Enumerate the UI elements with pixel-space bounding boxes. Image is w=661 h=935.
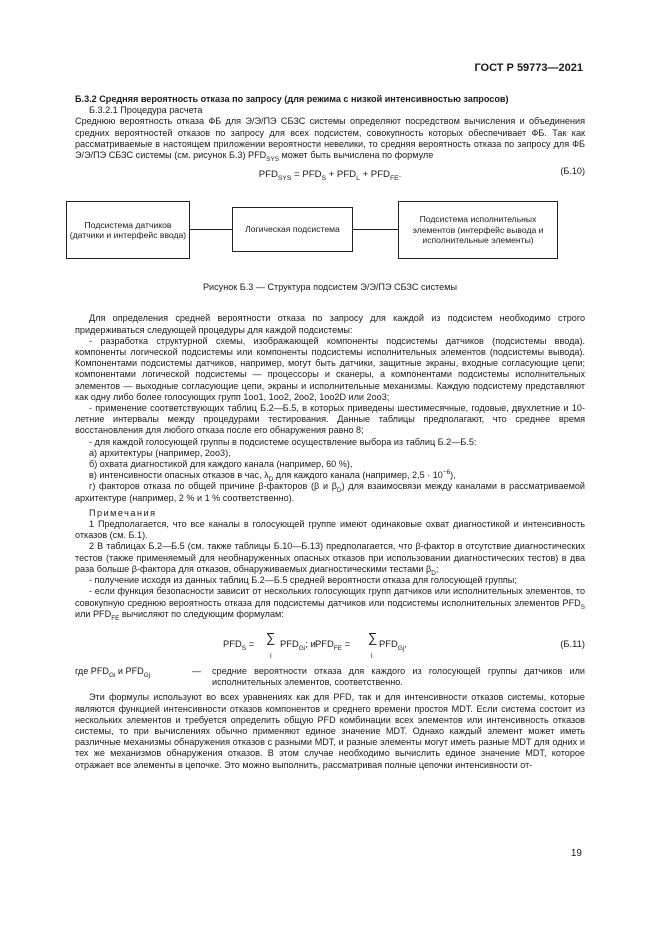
connector-line xyxy=(190,229,232,230)
page-number: 19 xyxy=(570,848,582,859)
sum-symbol: ∑ xyxy=(266,629,276,645)
section-heading: Б.3.2 Средняя вероятность отказа по запросу (для режима с низкой интенсивностью запросов) xyxy=(75,94,509,104)
logic-subsystem-box: Логическая подсистема xyxy=(232,207,353,252)
note: 2 В таблицах Б.2—Б.5 (см. также таблицы Б.10—Б.13) предполагается, что β-фактор в отсутствие диагностических тестов (также применяемый для необнаруженных опасных отказов при использовании диагностических тестов) в два раза больше β-фактора для отказов, обнаруживаемых диагностическими тестами $\beta_D$; xyxy=(75,541,585,577)
formula-b10: $PFD_{SYS} = PFD_S + PFD_L + PFD_{FE}$. (Б.10) xyxy=(258,166,585,183)
paragraph: - получение исходя из данных таблиц Б.2—Б.5 средней вероятности отказа для голосующей группы; xyxy=(89,575,517,586)
intro-paragraph: Среднюю вероятность отказа ФБ для Э/Э/ПЭ СБЗС системы определяют посредством вычисления и объединения средних вероятностей отказов по запросу для всех подсистем, совокупность которых обеспечивает ФБ. Так как рассматриваемые в настоящем приложении вероятности невелики, то средняя вероятность отказа по запросу для ФБ Э/Э/ПЭ СБЗС системы (см. рисунок Б.3) $PFD_{SYS}$ может быть вычислена по формуле xyxy=(75,116,585,163)
list-item: в) интенсивности опасных отказов в час, $\lambda_D$ для каждого канала (например, $2,5 \cdot 10^{-6}$), xyxy=(89,469,456,484)
paragraph: - для каждой голосующей группы в подсистеме осуществление выбора из таблиц Б.2—Б.5: xyxy=(89,436,477,447)
formula-b11: $PFD_S$ = ∑ i $PFD_{Gi}$; и $PFD_{FE}$ = ∑ i $PFD_{Gj}$, (Б.11) xyxy=(223,629,585,660)
where-clause: где $PFD_{Gi}$ и $PFD_{Gj}$ — средние вероятности отказа для каждого из голосующей группы датчиков или исполнительных элементов, соответственно. xyxy=(75,665,585,688)
paragraph: - если функция безопасности зависит от нескольких голосующих групп датчиков или исполнительных элементов, то совокупную среднюю вероятность отказа для подсистемы датчиков или подсистемы исполнительных элементов $PFD_S$ или $PFD_{FE}$ вычисляют по следующим формулам: xyxy=(75,586,585,622)
section-subheading: Б.3.2.1 Процедура расчета xyxy=(89,105,203,116)
page-content xyxy=(69,94,585,771)
paragraph: Для определения средней вероятности отказа по запросу для каждой из подсистем необходимо строго придерживаться следующей процедуры для каждой подсистемы: xyxy=(75,313,585,335)
sensor-subsystem-box: Подсистема датчиков (датчики и интерфейс ввода) xyxy=(66,201,190,259)
list-item: г) факторов отказа по общей причине β-факторов (β и $\beta_D$) для взаимосвязи между каналами в рассматриваемой архитектуре (например, 2 % и 1 % соответственно). xyxy=(75,481,585,503)
connector-line xyxy=(353,229,398,230)
formula-number: (Б.10) xyxy=(560,166,585,177)
list-item: а) архитектуры (например, 2oo3), xyxy=(89,447,231,458)
paragraph: Эти формулы используют во всех уравнениях как для PFD, так и для интенсивности отказов системы, которые являются функцией интенсивности отказов компонентов и среднего времени простоя MDT. Если система состоит из нескольких элементов и требуется определить общую PFD комбинации всех элементов или интенсивность отказов системы, то при вычислениях обычно применяют единое значение MDT. Однако каждый элемент может иметь различные механизмы обнаружения отказов с разными MDT, и разные элементы могут иметь разные MDT для одних и тех же механизмов обнаружения отказов. В этом случае необходимо вычислить единое значение MDT, которое отражает все элементы в цепочке. Это можно выполнить, рассматривая полные цепочки интенсивности от- xyxy=(75,692,585,770)
formula-number: (Б.11) xyxy=(560,637,585,649)
notes-title: Примечания xyxy=(89,507,157,518)
paragraph: - разработка структурной схемы, изображающей компоненты подсистемы датчиков (подсистемы ввода). компоненты логической подсистемы или компоненты подсистемы исполнительных элементов (подсистемы вывода). Компонентами подсистемы датчиков, например, могут быть датчики, защитные экраны, входные согласующие цепи; компонентами логической подсистемы — процессоры и сканеры, а компонентами подсистемы исполнительных элементов — выходные согласующие цепи, экраны и исполнительные механизмы. Каждую подсистему представляют как одну либо более голосующих групп 1oo1, 1oo2, 2oo2, 1oo2D или 2oo3; xyxy=(75,335,585,402)
list-item: б) охвата диагностикой для каждого канала (например, 60 %), xyxy=(89,459,353,470)
note: 1 Предполагается, что все каналы в голосующей группе имеют одинаковые охват диагностикой и интенсивность отказов (см. Б.1). xyxy=(75,519,585,541)
standard-header: ГОСТ Р 59773—2021 xyxy=(474,62,583,74)
sum-symbol: ∑ xyxy=(368,629,378,645)
actuator-subsystem-box: Подсистема исполнительных элементов (интерфейс вывода и исполнительные элементы) xyxy=(398,201,558,259)
figure-caption: Рисунок Б.3 — Структура подсистем Э/Э/ПЭ СБЗС системы xyxy=(202,282,458,293)
subsystem-diagram xyxy=(69,196,585,264)
paragraph: - применение соответствующих таблиц Б.2—Б.5, в которых приведены шестимесячные, годовые, двухлетние и 10-летние интервалы между процедурами тестирования. Данные таблицы предполагают, что среднее время восстановления для любого отказа после его обнаружения равно 8; xyxy=(75,403,585,436)
